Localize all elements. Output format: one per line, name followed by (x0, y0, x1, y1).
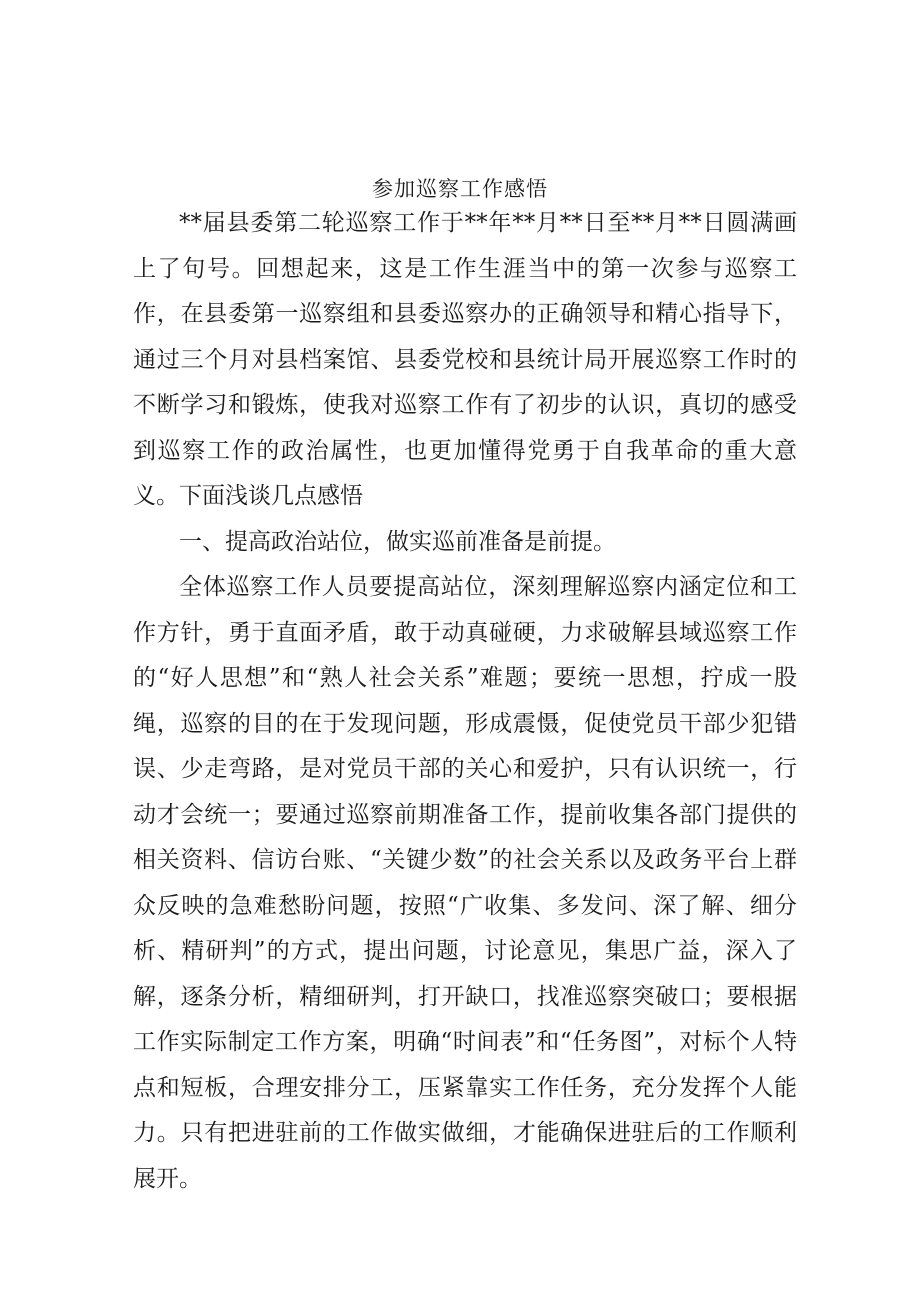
document-title: 参加巡察工作感悟 (372, 177, 548, 201)
section-heading-1: 一、提高政治站位，做实巡前准备是前提。 (179, 529, 616, 555)
intro-paragraph: **届县委第二轮巡察工作于**年**月**日至**月**日圆满画上了句号。回想起来，这是工作生涯当中的第一次参与巡察工作，在县委第一巡察组和县委巡察办的正确领导和精心指导下，通过三个月对县档案馆、县委党校和县统计局开展巡察工作时的不断学习和锻炼，使我对巡察工作有了初步的认识，真切的感受到巡察工作的政治属性，也更加懂得党勇于自我革命的重大意义。下面浅谈几点感悟 (133, 210, 797, 509)
section-body-paragraph: 全体巡察工作人员要提高站位，深刻理解巡察内涵定位和工作方针，勇于直面矛盾，敢于动真碰硬，力求破解县域巡察工作的“好人思想”和“熟人社会关系”难题；要统一思想，拧成一股绳，巡察的目的在于发现问题，形成震慑，促使党员干部少犯错误、少走弯路，是对党员干部的关心和爱护，只有认识统一，行动才会统一；要通过巡察前期准备工作，提前收集各部门提供的相关资料、信访台账、“关键少数”的社会关系以及政务平台上群众反映的急难愁盼问题，按照“广收集、多发问、深了解、细分析、精研判”的方式，提出问题，讨论意见，集思广益，深入了解，逐条分析，精细研判，打开缺口，找准巡察突破口；要根据工作实际制定工作方案，明确“时间表”和“任务图”，对标个人特点和短板，合理安排分工，压紧靠实工作任务，充分发挥个人能力。只有把进驻前的工作做实做细，才能确保进驻后的工作顺利展开。 (133, 574, 797, 1192)
